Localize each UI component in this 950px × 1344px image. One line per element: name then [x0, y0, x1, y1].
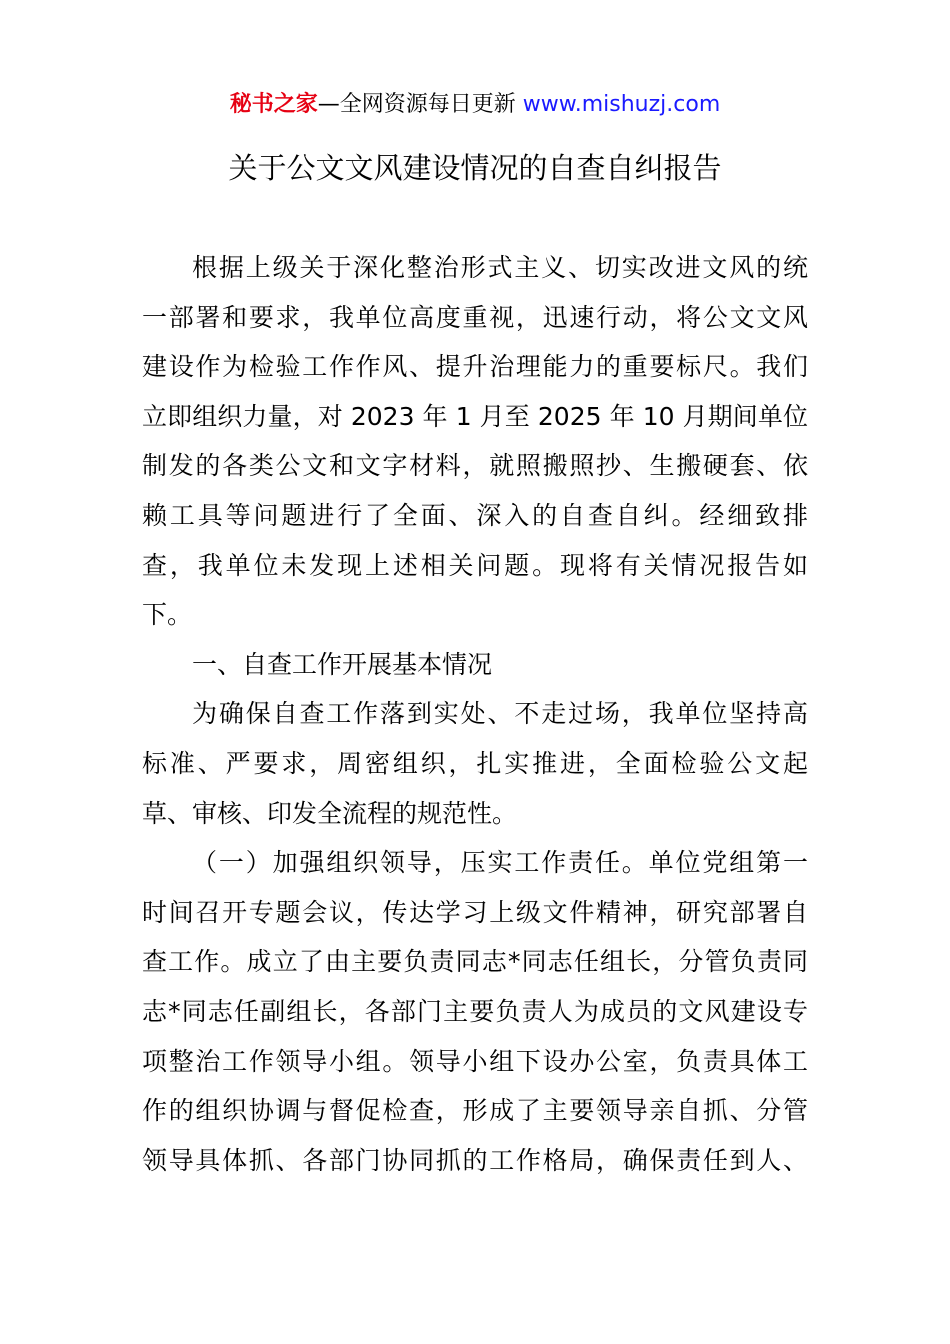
text-line: 建设作为检验工作作风、提升治理能力的重要标尺。我们	[142, 352, 808, 382]
text-line: 查，我单位未发现上述相关问题。现将有关情况报告如	[142, 550, 808, 580]
text-line: （一）加强组织领导，压实工作责任。单位党组第一	[192, 848, 808, 878]
text-line: 时间召开专题会议，传达学习上级文件精神，研究部署自	[142, 897, 808, 927]
document-body	[142, 243, 808, 1185]
document-title: 关于公文文风建设情况的自查自纠报告	[228, 151, 722, 185]
text-line: 赖工具等问题进行了全面、深入的自查自纠。经细致排	[142, 500, 808, 530]
text-line: 作的组织协调与督促检查，形成了主要领导亲自抓、分管	[142, 1096, 808, 1126]
website-link[interactable]: www.mishuzj.com	[522, 92, 721, 117]
text-line: 立即组织力量，对 2023 年 1 月至 2025 年 10 月期间单位	[142, 401, 808, 431]
site-header	[0, 88, 950, 122]
text-line: 根据上级关于深化整治形式主义、切实改进文风的统	[192, 253, 808, 282]
text-line: 标准、严要求，周密组织，扎实推进，全面检验公文起	[142, 748, 808, 778]
brand-name: 秘书之家	[229, 92, 318, 117]
text-line: 领导具体抓、各部门协同抓的工作格局，确保责任到人、	[142, 1145, 808, 1175]
text-line: 制发的各类公文和文字材料，就照搬照抄、生搬硬套、依	[142, 451, 808, 481]
header-tagline: —全网资源每日更新	[317, 92, 523, 117]
text-line: 下。	[142, 600, 193, 630]
text-line: 草、审核、印发全流程的规范性。	[142, 798, 518, 828]
text-line: 志*同志任副组长，各部门主要负责人为成员的文风建设专	[142, 996, 808, 1026]
text-line: 项整治工作领导小组。领导小组下设办公室，负责具体工	[142, 1046, 808, 1076]
text-line: 为确保自查工作落到实处、不走过场，我单位坚持高	[192, 699, 808, 729]
section-heading: 一、自查工作开展基本情况	[192, 649, 493, 679]
text-line: 查工作。成立了由主要负责同志*同志任组长，分管负责同	[142, 947, 808, 977]
text-line: 一部署和要求，我单位高度重视，迅速行动，将公文文风	[142, 302, 808, 332]
